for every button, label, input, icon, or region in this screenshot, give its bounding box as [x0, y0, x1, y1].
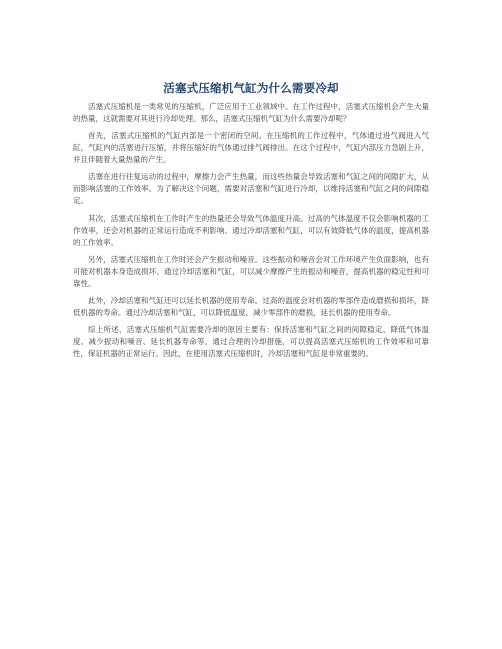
paragraph-friction-clearance: 活塞在进行往复运动的过程中，摩擦力会产生热量，而这些热量会导致活塞和气缸之间的间隙扩大，从而影响活塞的工作效率。为了解决这个问题，需要对活塞和气缸进行冷却，以维持活塞和气缸之间的间隙稳定。 [73, 172, 429, 206]
paragraph-gas-temperature: 其次，活塞式压缩机在工作时产生的热量还会导致气体温度升高。过高的气体温度不仅会影响机器的工作效率，还会对机器的正常运行造成不利影响。通过冷却活塞和气缸，可以有效降低气体的温度，提高机器的工作效率。 [73, 213, 429, 247]
paragraph-sealed-cylinder: 首先，活塞式压缩机的气缸内部是一个密闭的空间。在压缩机的工作过程中，气体通过进气阀进入气缸，气缸内的活塞进行压缩，并将压缩好的气体通过排气阀排出。在这个过程中，气缸内部压力急剧上升，并且伴随着大量热量的产生。 [73, 131, 429, 165]
paragraph-intro: 活塞式压缩机是一类常见的压缩机，广泛应用于工业领域中。在工作过程中，活塞式压缩机会产生大量的热量，这就需要对其进行冷却处理。那么，活塞式压缩机气缸为什么需要冷却呢？ [73, 102, 429, 123]
document-body [73, 101, 429, 365]
paragraph-service-life: 此外，冷却活塞和气缸还可以延长机器的使用寿命。过高的温度会对机器的零部件造成磨损和损坏，降低机器的寿命。通过冷却活塞和气缸，可以降低温度，减少零部件的磨损，延长机器的使用寿命。 [73, 295, 429, 317]
document-title: 活塞式压缩机气缸为什么需要冷却 [163, 81, 339, 95]
paragraph-vibration-noise: 另外，活塞式压缩机在工作时还会产生振动和噪音。这些振动和噪音会对工作环境产生负面影响，也有可能对机器本身造成损坏。通过冷却活塞和气缸，可以减少摩擦产生的振动和噪音，提高机器的稳定性和可靠性。 [73, 254, 429, 288]
paragraph-conclusion: 综上所述，活塞式压缩机气缸需要冷却的原因主要有：保持活塞和气缸之间的间隙稳定、降低气体温度、减少振动和噪音、延长机器寿命等。通过合理的冷却措施，可以提高活塞式压缩机的工作效率和可靠性，保证机器的正常运行。因此，在使用活塞式压缩机时，冷却活塞和气缸是非常重要的。 [73, 325, 429, 359]
